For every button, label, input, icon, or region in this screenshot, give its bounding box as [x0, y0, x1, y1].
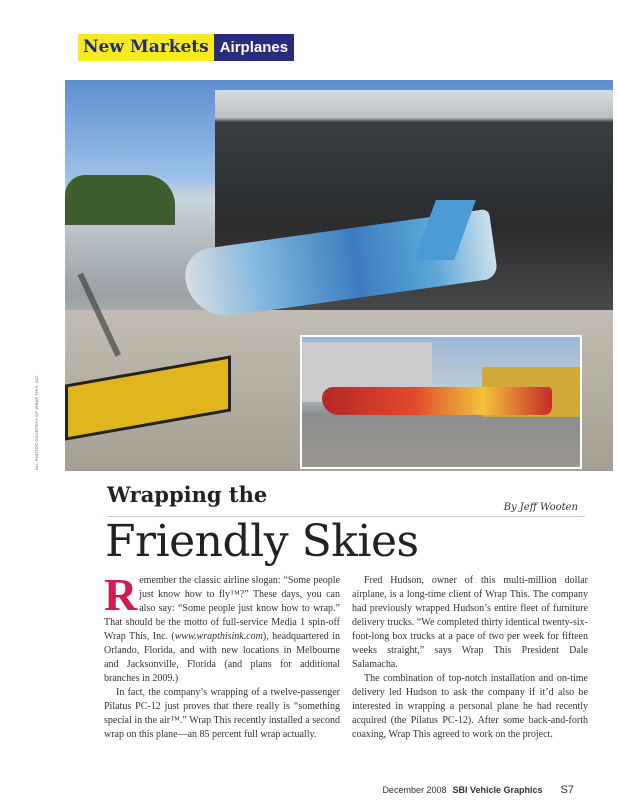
page-number: S7 [560, 784, 574, 796]
article-column-right [352, 574, 588, 742]
website-link[interactable]: www.wrapthisink.com [174, 631, 263, 642]
byline: By Jeff Wooten [503, 502, 578, 513]
main-photo-wrapped-airplane [65, 80, 613, 471]
footer-publication: SBI Vehicle Graphics [452, 785, 543, 795]
drop-cap: R [104, 569, 138, 620]
paragraph-1-end: ), headquartered in Orlando, Florida, and with new locations in Melbourne and Jacksonville, Florida (and plans for additional branches in 2009.) [104, 631, 340, 684]
section-tag-secondary: Airplanes [214, 34, 294, 61]
trees [65, 175, 175, 225]
paragraph-4: The combination of top-notch installation and on-time delivery led Hudson to ask the company if it’d also be interested in wrapping a personal plane he had recently acquired (the Pilatus PC-12). After some back-and-forth coaxing, Wrap This agreed to work on the project. [352, 673, 588, 740]
paragraph-1-text: emember the classic airline slogan: “Some people just know how to fly™?” These days, you can also say: “Some people just know how to wrap.” That should be the motto of full-service Media 1 spin-off Wrap This, Inc. ( [104, 575, 340, 642]
article-title: Friendly Skies [105, 516, 419, 567]
section-tag [78, 34, 294, 61]
photo-credit: ALL PHOTOS COURTESY OF WRAP THIS, INC. [34, 374, 39, 470]
inset-red-airplane [322, 387, 552, 415]
section-tag-primary: New Markets [78, 34, 214, 61]
paragraph-1 [104, 569, 340, 686]
inset-photo-red-airplane [300, 335, 582, 469]
paragraph-2: In fact, the company’s wrapping of a twelve-passenger Pilatus PC-12 just proves that there really is “something special in the air™.” Wrap This recently installed a second wrap on this plane—an 85 percent full wrap actually. [104, 687, 340, 740]
article-kicker: Wrapping the [107, 482, 268, 507]
article-column-left [104, 569, 340, 742]
footer-date: December 2008 [382, 785, 447, 795]
paragraph-3: Fred Hudson, owner of this multi-million dollar airplane, is a long-time client of Wrap This. The company had previously wrapped Hudson’s entire fleet of furniture delivery trucks. “We completed thirty identical twenty-six-foot-long box trucks at a pace of two per week for fifteen weeks straight,” says Wrap This President Dale Salamacha. [352, 575, 588, 670]
page-footer [382, 785, 574, 796]
